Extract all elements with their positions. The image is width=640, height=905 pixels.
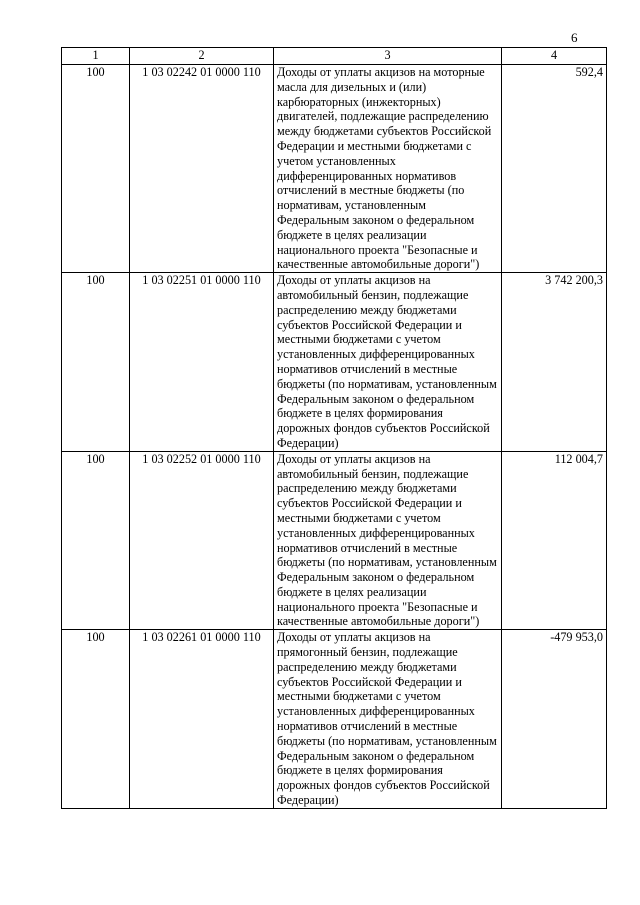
admin-code: 100 [62, 65, 130, 273]
revenue-table [61, 47, 607, 809]
table-header-row [62, 48, 607, 65]
revenue-name: Доходы от уплаты акцизов на автомобильный бензин, подлежащие распределению между бюджетами субъектов Российской Федерации и местными бюджетами с учетом установленных дифференцированных нормативов отчислений в местные бюджеты (по нормативам, установленным Федеральным законом о федеральном бюджете в целях формирования дорожных фондов субъектов Российской Федерации) [274, 273, 502, 452]
revenue-name: Доходы от уплаты акцизов на моторные масла для дизельных и (или) карбюраторных (инжекторных) двигателей, подлежащие распределению между бюджетами субъектов Российской Федерации и местными бюджетами с учетом установленных дифференцированных нормативов отчислений в местные бюджеты (по нормативам, установленным Федеральным законом о федеральном бюджете в целях реализации национального проекта "Безопасные и качественные автомобильные дороги") [274, 65, 502, 273]
revenue-code: 1 03 02251 01 0000 110 [130, 273, 274, 452]
revenue-amount: -479 953,0 [502, 630, 607, 809]
table-row [62, 65, 607, 273]
revenue-code: 1 03 02261 01 0000 110 [130, 630, 274, 809]
revenue-amount: 592,4 [502, 65, 607, 273]
revenue-code: 1 03 02252 01 0000 110 [130, 451, 274, 630]
admin-code: 100 [62, 451, 130, 630]
page-number: 6 [571, 30, 578, 45]
table-row [62, 273, 607, 452]
column-header-2: 2 [130, 48, 274, 65]
revenue-code: 1 03 02242 01 0000 110 [130, 65, 274, 273]
table-row [62, 630, 607, 809]
column-header-1: 1 [62, 48, 130, 65]
revenue-name: Доходы от уплаты акцизов на прямогонный бензин, подлежащие распределению между бюджетами субъектов Российской Федерации и местными бюджетами с учетом установленных дифференцированных нормативов отчислений в местные бюджеты (по нормативам, установленным Федеральным законом о федеральном бюджете в целях формирования дорожных фондов субъектов Российской Федерации) [274, 630, 502, 809]
column-header-4: 4 [502, 48, 607, 65]
admin-code: 100 [62, 273, 130, 452]
column-header-3: 3 [274, 48, 502, 65]
revenue-amount: 112 004,7 [502, 451, 607, 630]
revenue-name: Доходы от уплаты акцизов на автомобильный бензин, подлежащие распределению между бюджетами субъектов Российской Федерации и местными бюджетами с учетом установленных дифференцированных нормативов отчислений в местные бюджеты (по нормативам, установленным Федеральным законом о федеральном бюджете в целях реализации национального проекта "Безопасные и качественные автомобильные дороги") [274, 451, 502, 630]
admin-code: 100 [62, 630, 130, 809]
table-row [62, 451, 607, 630]
revenue-amount: 3 742 200,3 [502, 273, 607, 452]
